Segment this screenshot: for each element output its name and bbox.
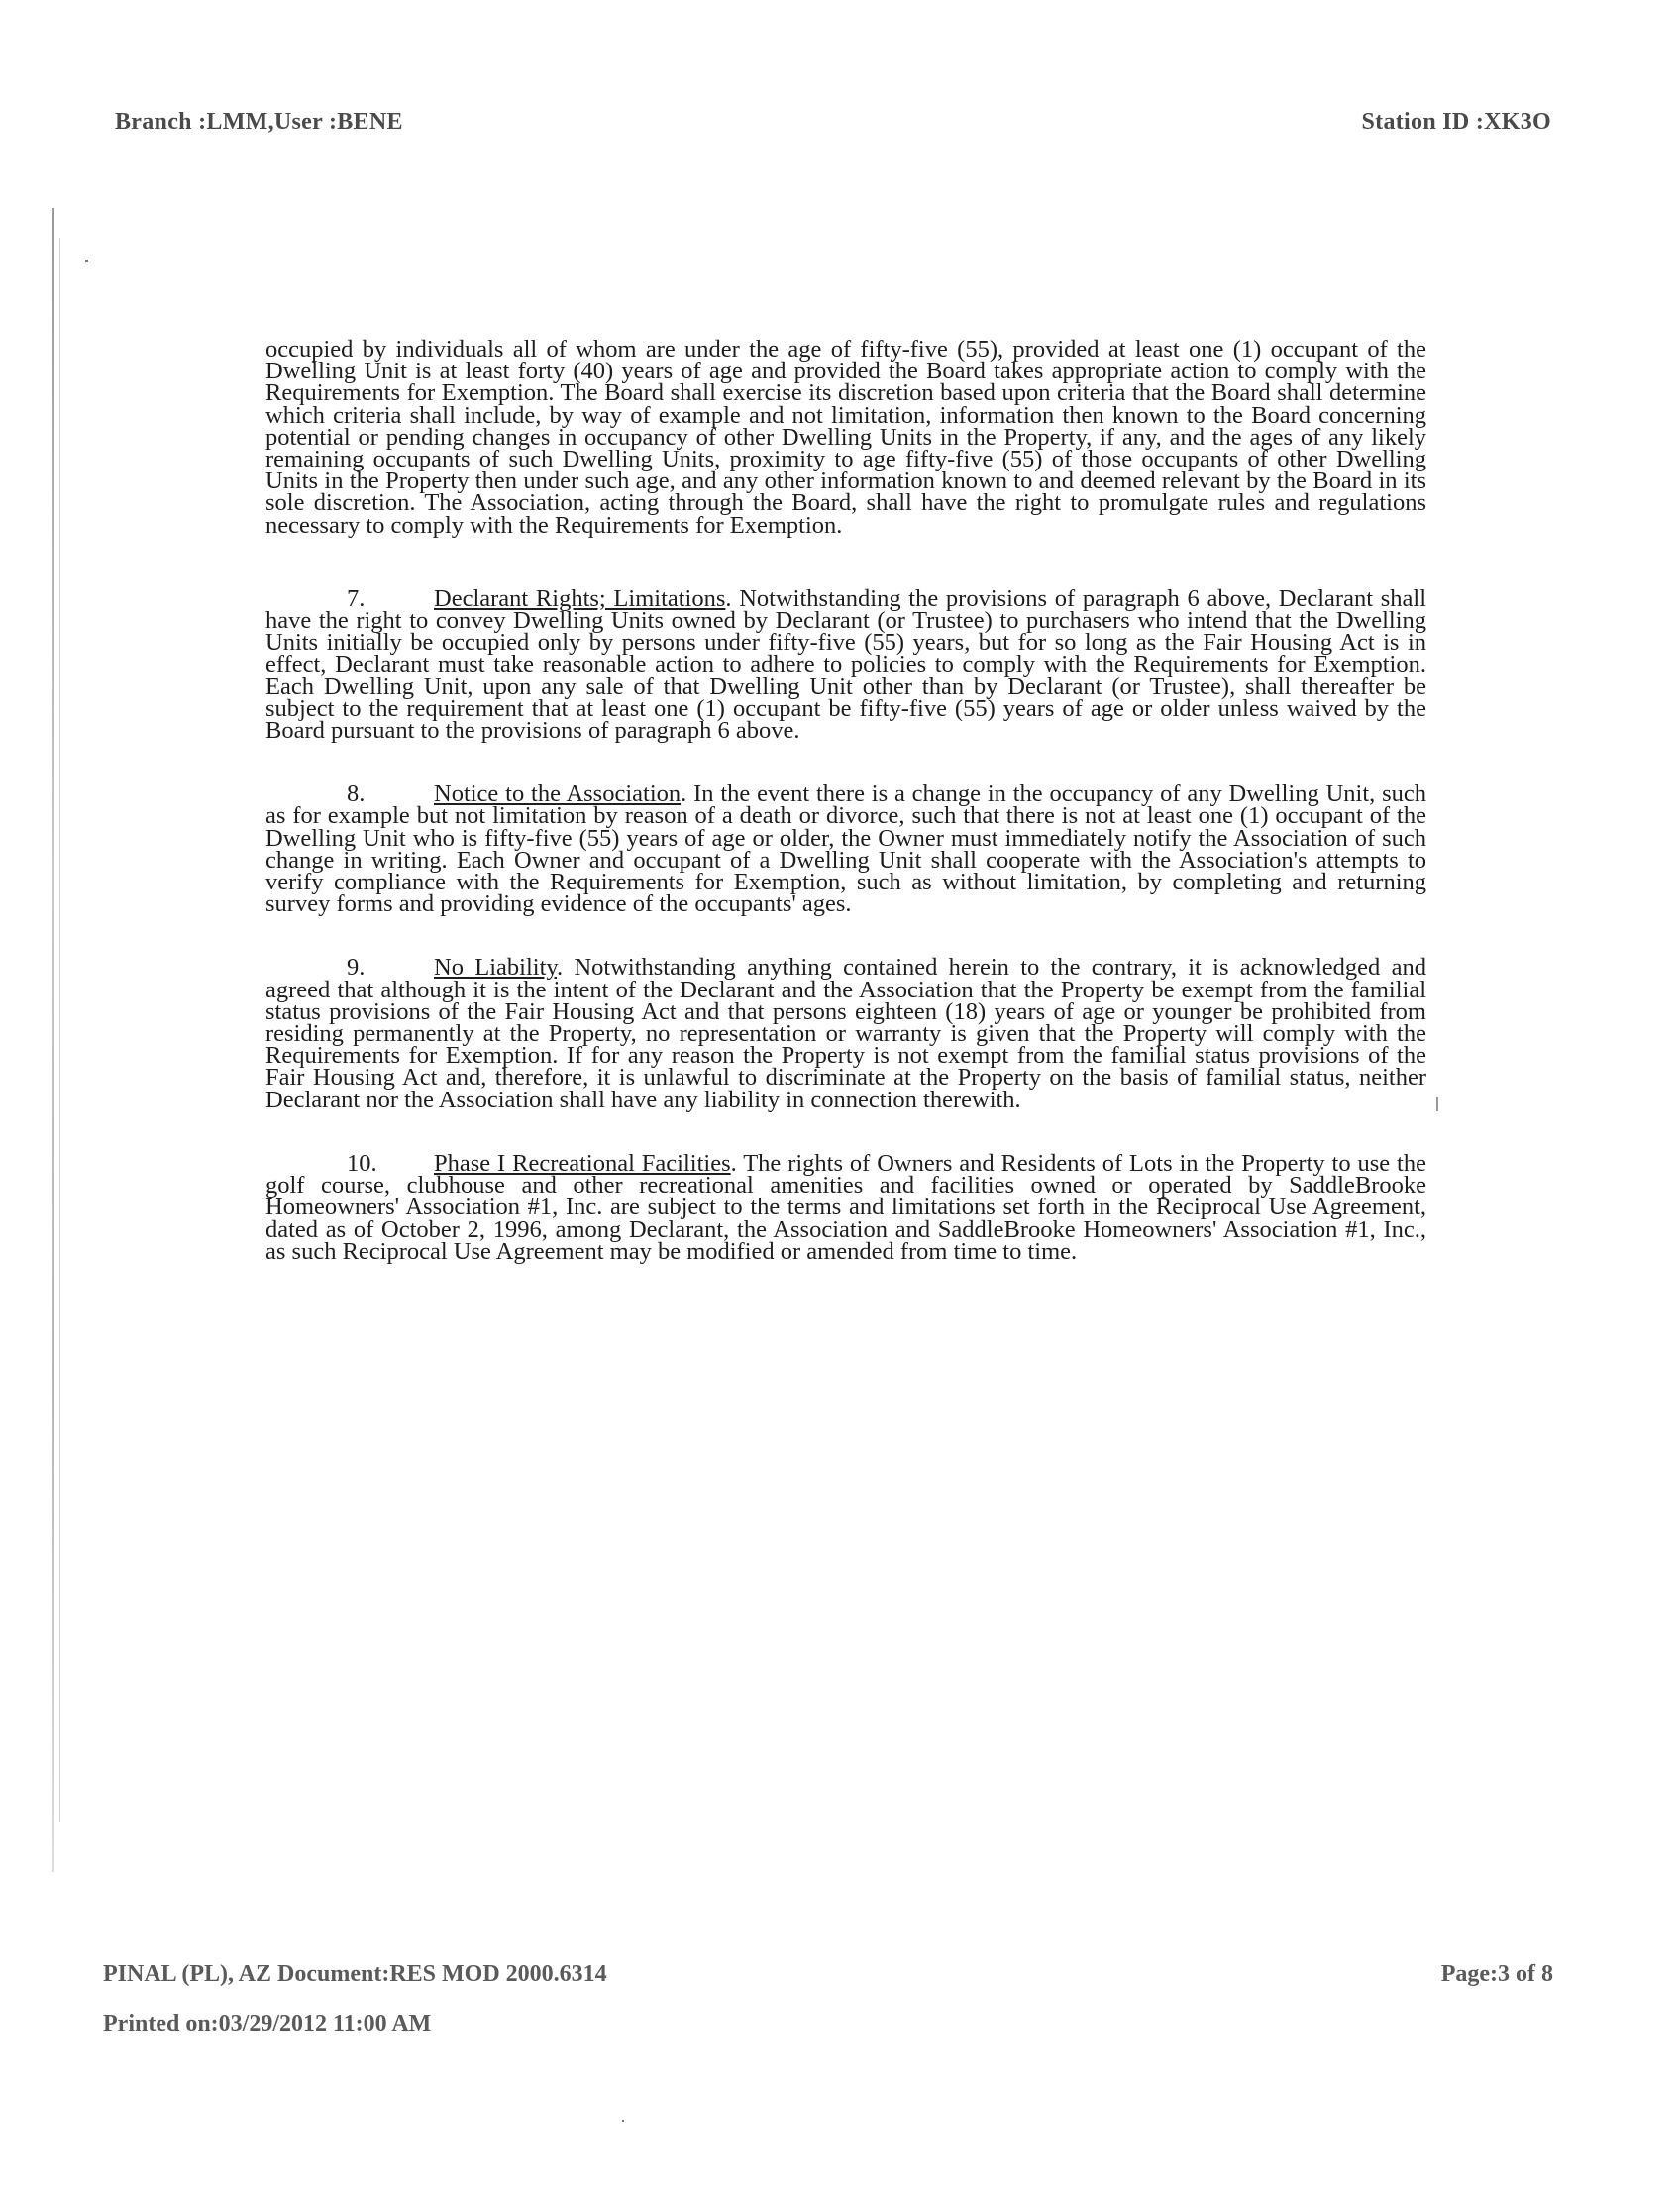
footer-county-document: PINAL (PL), AZ Document:RES MOD 2000.6314 xyxy=(103,1961,607,1987)
section-number: 7. xyxy=(347,584,366,612)
document-body xyxy=(265,336,1426,1304)
section-heading: Declarant Rights; Limitations xyxy=(434,584,726,612)
section-7 xyxy=(265,584,1426,745)
scan-speck xyxy=(1436,1097,1438,1111)
scan-edge-line-faint xyxy=(59,238,60,1822)
section-8 xyxy=(265,781,1426,918)
section-heading: Notice to the Association xyxy=(434,781,682,808)
footer-printed-date: Printed on:03/29/2012 11:00 AM xyxy=(103,2011,432,2036)
section-text: . The rights of Owners and Residents of Lots in the Property to use the golf course, clubhouse and other recreational amenities and facilities owned or operated by SaddleBrooke Homeowners' Association #1, Inc. are subject to the terms and limitations set forth in the Reciprocal Use Agreement, dated as of October 2, 1996, among Declarant, the Association and SaddleBrooke Homeowners' Association #1, Inc., as such Reciprocal Use Agreement may be modified or amended from time to time. xyxy=(265,1149,1426,1265)
header-branch-user: Branch :LMM,User :BENE xyxy=(115,109,403,135)
scan-speck xyxy=(622,2120,624,2122)
section-number: 9. xyxy=(347,954,366,982)
intro-paragraph: occupied by individuals all of whom are under the age of fifty-five (55), provided at least one (1) occupant of the Dwelling Unit is at least forty (40) years of age and provided the Board takes appropriate action to comply with the Requirements for Exemption. The Board shall exercise its discretion based upon criteria that the Board shall determine which criteria shall include, by way of example and not limitation, information then known to the Board concerning potential or pending changes in occupancy of other Dwelling Units in the Property, if any, and the ages of any likely remaining occupants of such Dwelling Units, proximity to age fifty-five (55) of those occupants of other Dwelling Units in the Property then under such age, and any other information known to and deemed relevant by the Board in its sole discretion. The Association, acting through the Board, shall have the right to promulgate rules and regulations necessary to comply with the Requirements for Exemption. xyxy=(265,336,1426,539)
section-text: . Notwithstanding the provisions of paragraph 6 above, Declarant shall have the right to convey Dwelling Units owned by Declarant (or Trustee) to purchasers who intend that the Dwelling Units initially be occupied only by persons under fifty-five (55) years, but for so long as the Fair Housing Act is in effect, Declarant must take reasonable action to adhere to policies to comply with the Requirements for Exemption. Each Dwelling Unit, upon any sale of that Dwelling Unit other than by Declarant (or Trustee), shall thereafter be subject to the requirement that at least one (1) occupant be fifty-five (55) years of age or older unless waived by the Board pursuant to the provisions of paragraph 6 above. xyxy=(265,584,1426,745)
section-number: 10. xyxy=(347,1149,377,1177)
section-heading: No Liability xyxy=(434,954,558,982)
scan-speck xyxy=(85,260,88,262)
header-station-id: Station ID :XK3O xyxy=(1361,109,1551,135)
footer-page-number: Page:3 of 8 xyxy=(1440,1961,1553,1987)
section-heading: Phase I Recreational Facilities xyxy=(434,1149,731,1177)
scan-edge-line xyxy=(52,208,54,1872)
section-9 xyxy=(265,954,1426,1113)
section-text: . Notwithstanding anything contained herein to the contrary, it is acknowledged and agreed that although it is the intent of the Declarant and the Association that the Property be exempt from the familial status provisions of the Fair Housing Act and that persons eighteen (18) years of age or younger be prohibited from residing permanently at the Property, no representation or warranty is given that the Property will comply with the Requirements for Exemption. If for any reason the Property is not exempt from the familial status provisions of the Fair Housing Act and, therefore, it is unlawful to discriminate at the Property on the basis of familial status, neither Declarant nor the Association shall have any liability in connection therewith. xyxy=(265,954,1426,1113)
section-text: . In the event there is a change in the occupancy of any Dwelling Unit, such as for example but not limitation by reason of a death or divorce, such that there is not at least one (1) occupant of the Dwelling Unit who is fifty-five (55) years of age or older, the Owner must immediately notify the Association of such change in writing. Each Owner and occupant of a Dwelling Unit shall cooperate with the Association's attempts to verify compliance with the Requirements for Exemption, such as without limitation, by completing and returning survey forms and providing evidence of the occupants' ages. xyxy=(265,781,1426,918)
section-number: 8. xyxy=(347,781,366,808)
section-10 xyxy=(265,1149,1426,1265)
